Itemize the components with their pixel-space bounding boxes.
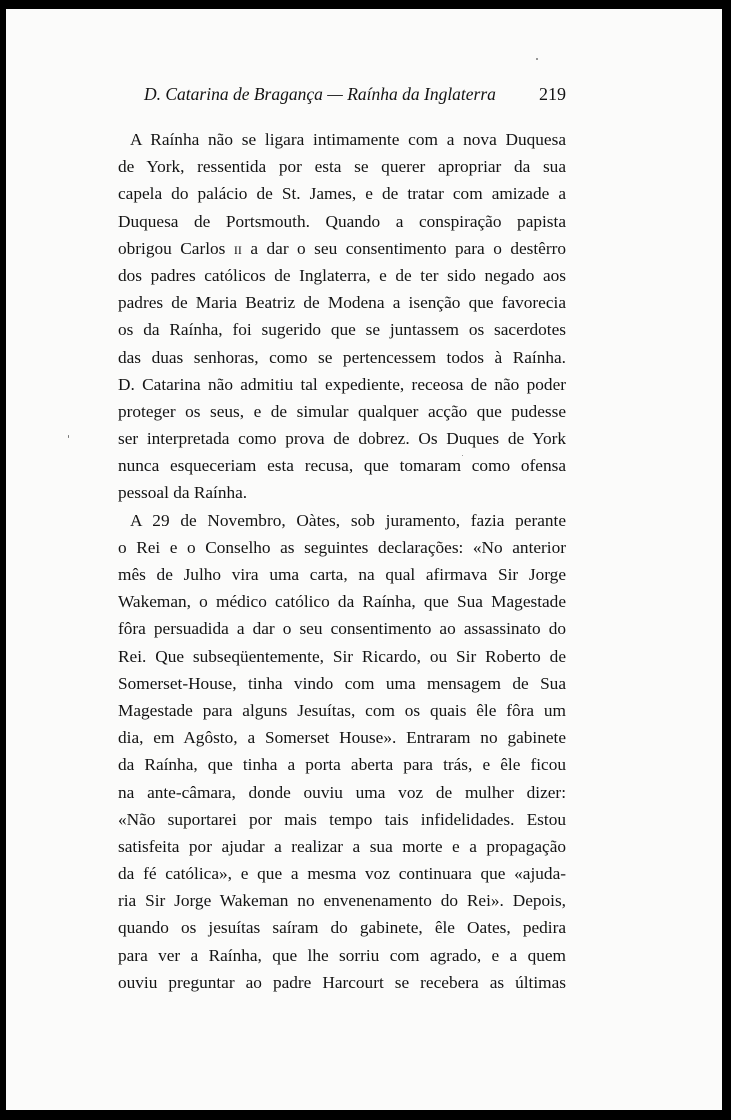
text-line: proteger os seus, e de simular qualquer acção que pudesse: [118, 401, 566, 421]
text-line: mês de Julho vira uma carta, na qual afirmava Sir Jorge: [118, 565, 566, 584]
scan-speck: [536, 58, 538, 60]
regnal-numeral: ii: [233, 238, 242, 258]
text-line: A Raínha não se ligara intimamente com a nova Duquesa: [130, 130, 566, 149]
text-line: A 29 de Novembro, Oàtes, sob juramento, fazia perante: [130, 510, 566, 530]
text-line: os da Raínha, foi sugerido que se juntassem os sacerdotes: [118, 320, 566, 340]
text-line: fôra persuadida a dar o seu consentimento ao assassinato do: [118, 619, 566, 639]
text-line: padres de Maria Beatriz de Modena a isenção que favorecia: [118, 293, 566, 313]
text-line-composite: [118, 235, 566, 262]
text-line: nunca esqueceriam esta recusa, que tomaram como ofensa: [118, 456, 566, 476]
body-text: [118, 126, 566, 996]
text-line: para ver a Raínha, que lhe sorriu com agrado, e a quem: [118, 945, 566, 965]
text-line: D. Catarina não admitiu tal expediente, receosa de não poder: [118, 374, 566, 394]
text-line: quando os jesuítas saíram do gabinete, êle Oates, pedira: [118, 918, 566, 938]
text-line: «Não suportarei por mais tempo tais infidelidades. Estou: [118, 809, 566, 829]
text-line: ria Sir Jorge Wakeman no envenenamento do Rei». Depois,: [118, 891, 566, 911]
text-line: satisfeita por ajudar a realizar a sua morte e a propagação: [118, 836, 566, 856]
text-line: Magestade para alguns Jesuítas, com os quais êle fôra um: [118, 700, 566, 720]
text-line: dos padres católicos de Inglaterra, e de ter sido negado aos: [118, 265, 566, 285]
text-line: das duas senhoras, como se pertencessem todos à Raínha.: [118, 347, 566, 367]
text-line: de York, ressentida por esta se querer apropriar da sua: [118, 157, 566, 177]
page-number: 219: [539, 84, 566, 104]
text-line: capela do palácio de St. James, e de tratar com amizade a: [118, 184, 566, 204]
text-line: Duquesa de Portsmouth. Quando a conspiração papista: [118, 211, 566, 231]
text-line: da Raínha, que tinha a porta aberta para trás, e êle ficou: [118, 755, 566, 775]
text-line: na ante-câmara, donde ouviu uma voz de mulher dizer:: [118, 782, 566, 802]
scan-speck: [462, 455, 463, 456]
text-line: pessoal da Raínha.: [118, 483, 248, 503]
text-line: dia, em Agôsto, a Somerset House». Entraram no gabinete: [118, 728, 566, 748]
text-line: da fé católica», e que a mesma voz continuara que «ajuda-: [118, 864, 566, 884]
scan-speck: [68, 435, 69, 438]
text-line: ouviu preguntar ao padre Harcourt se recebera as últimas: [118, 972, 566, 992]
text-line: o Rei e o Conselho as seguintes declarações: «No anterior: [118, 537, 566, 557]
text-segment: a dar o seu consentimento para o destêrro: [241, 238, 566, 258]
running-header: [118, 84, 566, 110]
running-title: D. Catarina de Bragança — Raínha da Inglaterra: [144, 84, 496, 104]
text-line: Rei. Que subseqüentemente, Sir Ricardo, ou Sir Roberto de: [118, 646, 566, 666]
text-line: Somerset-House, tinha vindo com uma mensagem de Sua: [118, 673, 566, 693]
text-line: Wakeman, o médico católico da Raínha, que Sua Magestade: [118, 592, 566, 612]
text-segment: obrigou Carlos: [118, 238, 234, 258]
text-line: ser interpretada como prova de dobrez. Os Duques de York: [118, 429, 566, 449]
